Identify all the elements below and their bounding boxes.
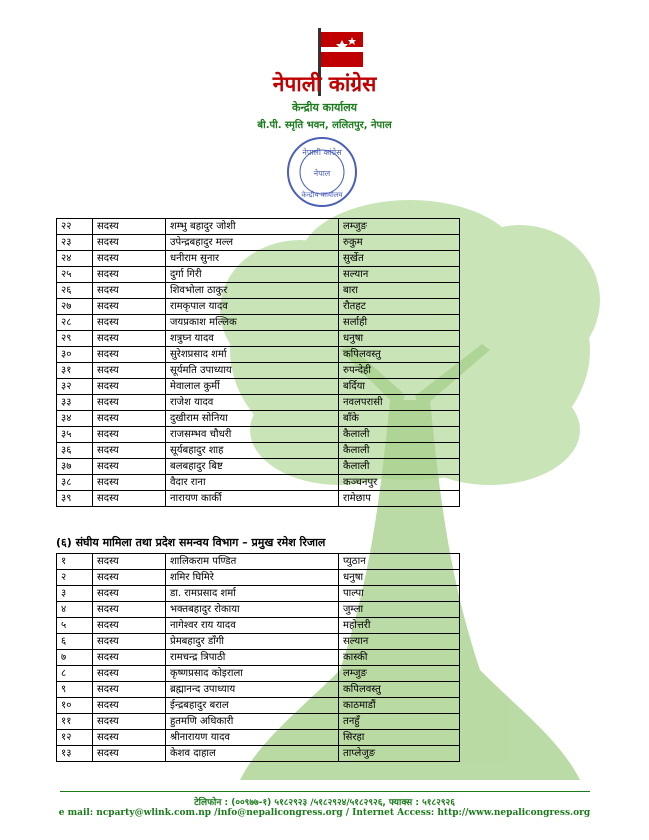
seal-text-top: नेपाली कांग्रेस bbox=[302, 148, 342, 157]
row-number: ३६ bbox=[57, 443, 93, 459]
member-name: प्रेमबहादुर डाँगी bbox=[166, 634, 339, 650]
table-row bbox=[57, 746, 460, 762]
table-row bbox=[57, 491, 460, 507]
member-role: सदस्य bbox=[93, 666, 166, 682]
member-role: सदस्य bbox=[93, 283, 166, 299]
member-name: नारायण कार्की bbox=[166, 491, 339, 507]
member-role: सदस्य bbox=[93, 331, 166, 347]
member-name: शत्रुघ्न यादव bbox=[166, 331, 339, 347]
member-name: शिवभोला ठाकुर bbox=[166, 283, 339, 299]
row-number: ६ bbox=[57, 634, 93, 650]
row-number: २९ bbox=[57, 331, 93, 347]
member-role: सदस्य bbox=[93, 235, 166, 251]
member-role: सदस्य bbox=[93, 554, 166, 570]
member-role: सदस्य bbox=[93, 730, 166, 746]
member-name: रामकृपाल यादव bbox=[166, 299, 339, 315]
table-row bbox=[57, 283, 460, 299]
row-number: ७ bbox=[57, 650, 93, 666]
member-role: सदस्य bbox=[93, 602, 166, 618]
member-role: सदस्य bbox=[93, 650, 166, 666]
member-district: तनहुँ bbox=[339, 714, 460, 730]
member-district: सुर्खेत bbox=[339, 251, 460, 267]
member-role: सदस्य bbox=[93, 570, 166, 586]
table-row bbox=[57, 251, 460, 267]
member-role: सदस्य bbox=[93, 219, 166, 235]
table-row bbox=[57, 427, 460, 443]
table-row bbox=[57, 714, 460, 730]
row-number: २७ bbox=[57, 299, 93, 315]
member-district: नवलपरासी bbox=[339, 395, 460, 411]
member-name: राजसम्भव चौधरी bbox=[166, 427, 339, 443]
row-number: ३८ bbox=[57, 475, 93, 491]
member-district: लम्जुङ bbox=[339, 219, 460, 235]
table-row bbox=[57, 682, 460, 698]
member-district: पाल्पा bbox=[339, 586, 460, 602]
table-row bbox=[57, 634, 460, 650]
member-role: सदस्य bbox=[93, 634, 166, 650]
table-row bbox=[57, 443, 460, 459]
member-name: श्रीनारायण यादव bbox=[166, 730, 339, 746]
member-role: सदस्य bbox=[93, 618, 166, 634]
member-district: कपिलवस्तु bbox=[339, 347, 460, 363]
member-district: बर्दिया bbox=[339, 379, 460, 395]
member-district: कैलाली bbox=[339, 459, 460, 475]
member-name: दुखीराम सोनिया bbox=[166, 411, 339, 427]
members-table-1 bbox=[56, 218, 460, 507]
letterhead bbox=[0, 0, 649, 215]
row-number: ५ bbox=[57, 618, 93, 634]
footer-phone: टेलिफोन : (००९७७-१) ५१८२९२३ /५१८२९२४/५१८२९२६, फ्याक्स : ५१८२९२६ bbox=[194, 798, 455, 808]
row-number: २५ bbox=[57, 267, 93, 283]
row-number: २८ bbox=[57, 315, 93, 331]
row-number: ४ bbox=[57, 602, 93, 618]
member-district: बाँके bbox=[339, 411, 460, 427]
row-number: ३९ bbox=[57, 491, 93, 507]
member-role: सदस्य bbox=[93, 411, 166, 427]
member-district: कपिलवस्तु bbox=[339, 682, 460, 698]
row-number: ८ bbox=[57, 666, 93, 682]
table-row bbox=[57, 331, 460, 347]
row-number: ३२ bbox=[57, 379, 93, 395]
row-number: २ bbox=[57, 570, 93, 586]
member-role: सदस्य bbox=[93, 347, 166, 363]
member-name: डा. रामप्रसाद शर्मा bbox=[166, 586, 339, 602]
seal-text-bottom: केन्द्रीय कार्यालय bbox=[301, 191, 343, 199]
member-role: सदस्य bbox=[93, 698, 166, 714]
row-number: ३० bbox=[57, 347, 93, 363]
member-name: राजेश यादव bbox=[166, 395, 339, 411]
row-number: ११ bbox=[57, 714, 93, 730]
member-district: रुपन्देही bbox=[339, 363, 460, 379]
member-name: उपेन्द्रबहादुर मल्ल bbox=[166, 235, 339, 251]
table-row bbox=[57, 411, 460, 427]
member-name: धनीराम सुनार bbox=[166, 251, 339, 267]
table-row bbox=[57, 602, 460, 618]
member-name: भक्तबहादुर रोकाया bbox=[166, 602, 339, 618]
table-row bbox=[57, 586, 460, 602]
member-name: जयप्रकाश मल्लिक bbox=[166, 315, 339, 331]
section-title: (६) संघीय मामिला तथा प्रदेश समन्वय विभाग – प्रमुख रमेश रिजाल bbox=[56, 536, 326, 549]
member-name: रामचन्द्र त्रिपाठी bbox=[166, 650, 339, 666]
member-name: हुतमणि अधिकारी bbox=[166, 714, 339, 730]
member-role: सदस्य bbox=[93, 682, 166, 698]
row-number: ३३ bbox=[57, 395, 93, 411]
table-row bbox=[57, 554, 460, 570]
member-district: महोत्तरी bbox=[339, 618, 460, 634]
member-district: धनुषा bbox=[339, 331, 460, 347]
member-district: सिरहा bbox=[339, 730, 460, 746]
member-district: रुकुम bbox=[339, 235, 460, 251]
row-number: १० bbox=[57, 698, 93, 714]
seal-text-center: नेपाल bbox=[313, 169, 331, 178]
member-district: कञ्चनपुर bbox=[339, 475, 460, 491]
member-role: सदस्य bbox=[93, 491, 166, 507]
members-table-1-body bbox=[57, 219, 460, 507]
member-role: सदस्य bbox=[93, 379, 166, 395]
row-number: ९ bbox=[57, 682, 93, 698]
row-number: २२ bbox=[57, 219, 93, 235]
row-number: ३५ bbox=[57, 427, 93, 443]
table-row bbox=[57, 315, 460, 331]
member-district: रामेछाप bbox=[339, 491, 460, 507]
member-role: सदस्य bbox=[93, 746, 166, 762]
member-district: कैलाली bbox=[339, 427, 460, 443]
member-district: सल्यान bbox=[339, 634, 460, 650]
member-district: जुम्ला bbox=[339, 602, 460, 618]
member-district: ताप्लेजुङ bbox=[339, 746, 460, 762]
row-number: १२ bbox=[57, 730, 93, 746]
office-name: केन्द्रीय कार्यालय bbox=[291, 101, 358, 114]
row-number: २४ bbox=[57, 251, 93, 267]
member-district: सल्यान bbox=[339, 267, 460, 283]
table-row bbox=[57, 650, 460, 666]
row-number: २६ bbox=[57, 283, 93, 299]
table-row bbox=[57, 618, 460, 634]
member-district: सर्लाही bbox=[339, 315, 460, 331]
member-name: दुर्गा गिरी bbox=[166, 267, 339, 283]
row-number: ३१ bbox=[57, 363, 93, 379]
table-row bbox=[57, 459, 460, 475]
member-name: मेवालाल कुर्मी bbox=[166, 379, 339, 395]
member-name: कृष्णप्रसाद कोइराला bbox=[166, 666, 339, 682]
row-number: ३ bbox=[57, 586, 93, 602]
members-table-2-body bbox=[57, 554, 460, 762]
member-district: कास्की bbox=[339, 650, 460, 666]
table-row bbox=[57, 347, 460, 363]
member-role: सदस्य bbox=[93, 427, 166, 443]
member-name: शम्भु बहादुर जोशी bbox=[166, 219, 339, 235]
member-district: बारा bbox=[339, 283, 460, 299]
member-role: सदस्य bbox=[93, 459, 166, 475]
table-row bbox=[57, 363, 460, 379]
footer-contact: e mail: ncparty@wlink.com.np /info@nepalicongress.org / Internet Access: http://www.nepalicongress.org bbox=[58, 808, 591, 818]
table-row bbox=[57, 395, 460, 411]
member-role: सदस्य bbox=[93, 395, 166, 411]
table-row bbox=[57, 730, 460, 746]
member-district: धनुषा bbox=[339, 570, 460, 586]
member-name: शमिर घिमिरे bbox=[166, 570, 339, 586]
member-district: काठमाडौं bbox=[339, 698, 460, 714]
office-address: बी.पी. स्मृति भवन, ललितपुर, नेपाल bbox=[257, 120, 392, 131]
member-name: सुरेशप्रसाद शर्मा bbox=[166, 347, 339, 363]
member-district: रौतहट bbox=[339, 299, 460, 315]
table-row bbox=[57, 666, 460, 682]
table-row bbox=[57, 267, 460, 283]
member-role: सदस्य bbox=[93, 363, 166, 379]
member-role: सदस्य bbox=[93, 315, 166, 331]
table-row bbox=[57, 570, 460, 586]
member-district: कैलाली bbox=[339, 443, 460, 459]
member-name: वैदार राना bbox=[166, 475, 339, 491]
table-row bbox=[57, 219, 460, 235]
member-name: नागेश्वर राय यादव bbox=[166, 618, 339, 634]
members-table-2 bbox=[56, 553, 460, 762]
member-name: केशव दाहाल bbox=[166, 746, 339, 762]
footer-divider bbox=[60, 791, 590, 792]
office-seal-stamp bbox=[285, 135, 359, 209]
table-row bbox=[57, 698, 460, 714]
table-row bbox=[57, 299, 460, 315]
table-row bbox=[57, 379, 460, 395]
member-role: सदस्य bbox=[93, 475, 166, 491]
table-row bbox=[57, 475, 460, 491]
member-name: ब्रह्मानन्द उपाध्याय bbox=[166, 682, 339, 698]
member-role: सदस्य bbox=[93, 267, 166, 283]
row-number: ३४ bbox=[57, 411, 93, 427]
member-role: सदस्य bbox=[93, 251, 166, 267]
row-number: १३ bbox=[57, 746, 93, 762]
table-row bbox=[57, 235, 460, 251]
member-role: सदस्य bbox=[93, 299, 166, 315]
member-role: सदस्य bbox=[93, 714, 166, 730]
row-number: १ bbox=[57, 554, 93, 570]
member-role: सदस्य bbox=[93, 443, 166, 459]
member-role: सदस्य bbox=[93, 586, 166, 602]
member-name: ईन्द्रबहादुर बराल bbox=[166, 698, 339, 714]
member-name: शालिकराम पण्डित bbox=[166, 554, 339, 570]
member-name: बलबहादुर बिष्ट bbox=[166, 459, 339, 475]
org-name: नेपाली कांग्रेस bbox=[272, 71, 377, 96]
member-name: सूर्यबहादुर शाह bbox=[166, 443, 339, 459]
row-number: ३७ bbox=[57, 459, 93, 475]
member-district: लम्जुङ bbox=[339, 666, 460, 682]
row-number: २३ bbox=[57, 235, 93, 251]
member-name: सूर्यमति उपाध्याय bbox=[166, 363, 339, 379]
member-district: प्युठान bbox=[339, 554, 460, 570]
